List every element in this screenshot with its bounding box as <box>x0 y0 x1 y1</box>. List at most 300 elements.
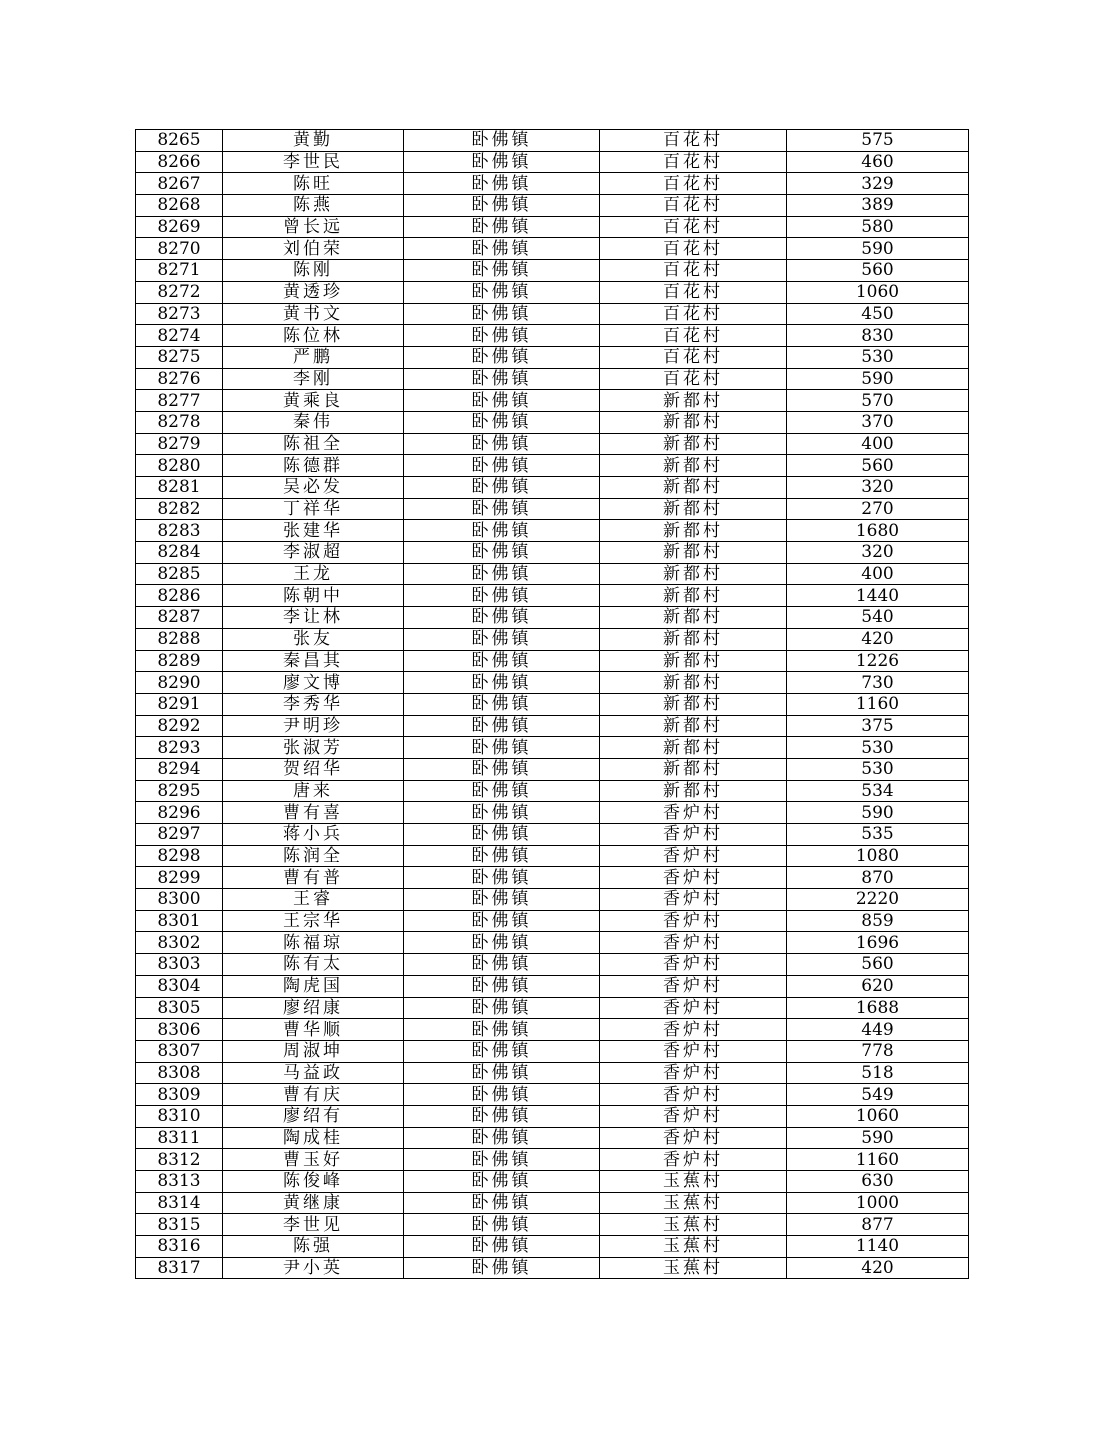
table-row <box>136 628 969 650</box>
cell-name: 陈强 <box>223 1236 404 1258</box>
cell-name: 贺绍华 <box>223 758 404 780</box>
cell-town: 卧佛镇 <box>404 975 600 997</box>
table-row <box>136 607 969 629</box>
cell-town: 卧佛镇 <box>404 824 600 846</box>
cell-name: 廖绍康 <box>223 997 404 1019</box>
cell-village: 香炉村 <box>600 1127 787 1149</box>
cell-amount: 1680 <box>787 520 969 542</box>
cell-id: 8270 <box>136 238 223 260</box>
cell-village: 新都村 <box>600 455 787 477</box>
cell-id: 8273 <box>136 303 223 325</box>
cell-amount: 449 <box>787 1019 969 1041</box>
cell-amount: 420 <box>787 628 969 650</box>
cell-town: 卧佛镇 <box>404 498 600 520</box>
cell-village: 玉蕉村 <box>600 1214 787 1236</box>
table-row <box>136 216 969 238</box>
cell-town: 卧佛镇 <box>404 346 600 368</box>
table-row <box>136 1236 969 1258</box>
cell-id: 8307 <box>136 1040 223 1062</box>
table-row <box>136 520 969 542</box>
cell-name: 陶成桂 <box>223 1127 404 1149</box>
cell-name: 李让林 <box>223 607 404 629</box>
cell-village: 新都村 <box>600 477 787 499</box>
cell-town: 卧佛镇 <box>404 607 600 629</box>
cell-name: 廖文博 <box>223 672 404 694</box>
cell-village: 新都村 <box>600 390 787 412</box>
cell-amount: 530 <box>787 346 969 368</box>
table-row <box>136 260 969 282</box>
cell-village: 新都村 <box>600 433 787 455</box>
cell-amount: 590 <box>787 1127 969 1149</box>
cell-village: 玉蕉村 <box>600 1236 787 1258</box>
cell-name: 黄透珍 <box>223 281 404 303</box>
cell-id: 8284 <box>136 542 223 564</box>
cell-amount: 530 <box>787 737 969 759</box>
cell-village: 新都村 <box>600 607 787 629</box>
cell-id: 8275 <box>136 346 223 368</box>
cell-name: 陈位林 <box>223 325 404 347</box>
cell-name: 张建华 <box>223 520 404 542</box>
cell-town: 卧佛镇 <box>404 1019 600 1041</box>
cell-town: 卧佛镇 <box>404 1127 600 1149</box>
cell-town: 卧佛镇 <box>404 1171 600 1193</box>
cell-amount: 389 <box>787 195 969 217</box>
cell-amount: 549 <box>787 1084 969 1106</box>
cell-id: 8274 <box>136 325 223 347</box>
table-body <box>136 130 969 1279</box>
cell-town: 卧佛镇 <box>404 216 600 238</box>
cell-town: 卧佛镇 <box>404 802 600 824</box>
cell-village: 百花村 <box>600 151 787 173</box>
cell-village: 香炉村 <box>600 1062 787 1084</box>
cell-amount: 370 <box>787 411 969 433</box>
cell-name: 唐来 <box>223 780 404 802</box>
table-row <box>136 195 969 217</box>
cell-village: 新都村 <box>600 542 787 564</box>
cell-amount: 320 <box>787 542 969 564</box>
table-row <box>136 477 969 499</box>
cell-town: 卧佛镇 <box>404 758 600 780</box>
cell-name: 周淑坤 <box>223 1040 404 1062</box>
table-row <box>136 672 969 694</box>
table-row <box>136 390 969 412</box>
cell-id: 8293 <box>136 737 223 759</box>
cell-town: 卧佛镇 <box>404 390 600 412</box>
table-row <box>136 1171 969 1193</box>
cell-village: 百花村 <box>600 260 787 282</box>
cell-town: 卧佛镇 <box>404 889 600 911</box>
cell-village: 新都村 <box>600 628 787 650</box>
table-row <box>136 1062 969 1084</box>
cell-name: 秦昌其 <box>223 650 404 672</box>
cell-village: 香炉村 <box>600 1040 787 1062</box>
cell-id: 8296 <box>136 802 223 824</box>
cell-amount: 420 <box>787 1257 969 1279</box>
cell-town: 卧佛镇 <box>404 780 600 802</box>
cell-town: 卧佛镇 <box>404 737 600 759</box>
cell-village: 新都村 <box>600 585 787 607</box>
cell-village: 香炉村 <box>600 845 787 867</box>
table-row <box>136 737 969 759</box>
cell-amount: 1696 <box>787 932 969 954</box>
cell-name: 吴必发 <box>223 477 404 499</box>
table-row <box>136 1040 969 1062</box>
cell-amount: 877 <box>787 1214 969 1236</box>
cell-name: 陈有太 <box>223 954 404 976</box>
table-row <box>136 954 969 976</box>
cell-town: 卧佛镇 <box>404 281 600 303</box>
cell-village: 新都村 <box>600 693 787 715</box>
table-row <box>136 433 969 455</box>
cell-id: 8311 <box>136 1127 223 1149</box>
cell-name: 陈燕 <box>223 195 404 217</box>
table-row <box>136 975 969 997</box>
cell-village: 香炉村 <box>600 997 787 1019</box>
cell-amount: 530 <box>787 758 969 780</box>
table-row <box>136 889 969 911</box>
cell-name: 秦伟 <box>223 411 404 433</box>
cell-id: 8267 <box>136 173 223 195</box>
cell-town: 卧佛镇 <box>404 1040 600 1062</box>
cell-town: 卧佛镇 <box>404 1084 600 1106</box>
table-row <box>136 563 969 585</box>
cell-village: 玉蕉村 <box>600 1171 787 1193</box>
cell-id: 8279 <box>136 433 223 455</box>
cell-id: 8278 <box>136 411 223 433</box>
cell-amount: 1080 <box>787 845 969 867</box>
table-row <box>136 845 969 867</box>
cell-id: 8298 <box>136 845 223 867</box>
cell-town: 卧佛镇 <box>404 173 600 195</box>
cell-name: 陶虎国 <box>223 975 404 997</box>
cell-town: 卧佛镇 <box>404 151 600 173</box>
cell-amount: 620 <box>787 975 969 997</box>
cell-id: 8310 <box>136 1105 223 1127</box>
cell-id: 8309 <box>136 1084 223 1106</box>
cell-id: 8272 <box>136 281 223 303</box>
cell-id: 8265 <box>136 130 223 152</box>
cell-id: 8285 <box>136 563 223 585</box>
table-row <box>136 498 969 520</box>
cell-town: 卧佛镇 <box>404 1105 600 1127</box>
cell-town: 卧佛镇 <box>404 477 600 499</box>
cell-amount: 778 <box>787 1040 969 1062</box>
table-row <box>136 130 969 152</box>
cell-village: 百花村 <box>600 195 787 217</box>
cell-id: 8271 <box>136 260 223 282</box>
cell-amount: 540 <box>787 607 969 629</box>
cell-amount: 560 <box>787 954 969 976</box>
cell-town: 卧佛镇 <box>404 520 600 542</box>
cell-town: 卧佛镇 <box>404 455 600 477</box>
cell-id: 8289 <box>136 650 223 672</box>
cell-name: 曹有庆 <box>223 1084 404 1106</box>
cell-amount: 590 <box>787 368 969 390</box>
cell-name: 王龙 <box>223 563 404 585</box>
cell-village: 百花村 <box>600 303 787 325</box>
cell-id: 8268 <box>136 195 223 217</box>
cell-name: 陈刚 <box>223 260 404 282</box>
cell-id: 8308 <box>136 1062 223 1084</box>
cell-town: 卧佛镇 <box>404 997 600 1019</box>
cell-village: 香炉村 <box>600 824 787 846</box>
cell-town: 卧佛镇 <box>404 542 600 564</box>
cell-name: 李世民 <box>223 151 404 173</box>
cell-name: 陈俊峰 <box>223 1171 404 1193</box>
cell-town: 卧佛镇 <box>404 650 600 672</box>
cell-id: 8303 <box>136 954 223 976</box>
cell-town: 卧佛镇 <box>404 932 600 954</box>
cell-amount: 2220 <box>787 889 969 911</box>
cell-town: 卧佛镇 <box>404 585 600 607</box>
cell-village: 香炉村 <box>600 889 787 911</box>
cell-id: 8294 <box>136 758 223 780</box>
cell-town: 卧佛镇 <box>404 1236 600 1258</box>
cell-village: 百花村 <box>600 130 787 152</box>
cell-amount: 460 <box>787 151 969 173</box>
cell-id: 8313 <box>136 1171 223 1193</box>
cell-village: 香炉村 <box>600 1149 787 1171</box>
cell-town: 卧佛镇 <box>404 954 600 976</box>
table-row <box>136 1149 969 1171</box>
cell-id: 8297 <box>136 824 223 846</box>
cell-town: 卧佛镇 <box>404 303 600 325</box>
cell-name: 黄继康 <box>223 1192 404 1214</box>
table-row <box>136 1019 969 1041</box>
cell-id: 8316 <box>136 1236 223 1258</box>
cell-id: 8315 <box>136 1214 223 1236</box>
cell-id: 8276 <box>136 368 223 390</box>
table-row <box>136 758 969 780</box>
cell-name: 陈旺 <box>223 173 404 195</box>
cell-amount: 1226 <box>787 650 969 672</box>
cell-amount: 1160 <box>787 693 969 715</box>
cell-village: 新都村 <box>600 563 787 585</box>
cell-village: 新都村 <box>600 737 787 759</box>
cell-id: 8314 <box>136 1192 223 1214</box>
cell-name: 尹小英 <box>223 1257 404 1279</box>
table-row <box>136 802 969 824</box>
cell-town: 卧佛镇 <box>404 411 600 433</box>
cell-town: 卧佛镇 <box>404 672 600 694</box>
cell-amount: 590 <box>787 802 969 824</box>
cell-village: 玉蕉村 <box>600 1257 787 1279</box>
cell-village: 香炉村 <box>600 1019 787 1041</box>
cell-amount: 270 <box>787 498 969 520</box>
cell-id: 8282 <box>136 498 223 520</box>
cell-id: 8304 <box>136 975 223 997</box>
table-row <box>136 824 969 846</box>
cell-name: 李秀华 <box>223 693 404 715</box>
table-row <box>136 542 969 564</box>
cell-village: 香炉村 <box>600 802 787 824</box>
cell-village: 百花村 <box>600 325 787 347</box>
cell-amount: 1140 <box>787 1236 969 1258</box>
cell-name: 张淑芳 <box>223 737 404 759</box>
cell-amount: 570 <box>787 390 969 412</box>
cell-id: 8269 <box>136 216 223 238</box>
cell-name: 丁祥华 <box>223 498 404 520</box>
cell-id: 8295 <box>136 780 223 802</box>
cell-village: 百花村 <box>600 173 787 195</box>
cell-amount: 400 <box>787 433 969 455</box>
table-row <box>136 715 969 737</box>
cell-village: 新都村 <box>600 650 787 672</box>
cell-town: 卧佛镇 <box>404 563 600 585</box>
cell-village: 百花村 <box>600 216 787 238</box>
cell-id: 8312 <box>136 1149 223 1171</box>
cell-amount: 329 <box>787 173 969 195</box>
cell-town: 卧佛镇 <box>404 260 600 282</box>
cell-name: 马益政 <box>223 1062 404 1084</box>
cell-name: 蒋小兵 <box>223 824 404 846</box>
cell-name: 刘伯荣 <box>223 238 404 260</box>
table-row <box>136 411 969 433</box>
cell-town: 卧佛镇 <box>404 238 600 260</box>
cell-village: 新都村 <box>600 672 787 694</box>
cell-name: 王睿 <box>223 889 404 911</box>
cell-amount: 1060 <box>787 1105 969 1127</box>
cell-town: 卧佛镇 <box>404 693 600 715</box>
table-row <box>136 1214 969 1236</box>
cell-amount: 320 <box>787 477 969 499</box>
cell-id: 8300 <box>136 889 223 911</box>
cell-name: 陈润全 <box>223 845 404 867</box>
table-row <box>136 932 969 954</box>
cell-village: 香炉村 <box>600 1105 787 1127</box>
cell-name: 陈德群 <box>223 455 404 477</box>
cell-name: 王宗华 <box>223 910 404 932</box>
table-row <box>136 368 969 390</box>
cell-amount: 535 <box>787 824 969 846</box>
cell-id: 8280 <box>136 455 223 477</box>
cell-town: 卧佛镇 <box>404 130 600 152</box>
cell-village: 新都村 <box>600 520 787 542</box>
cell-id: 8286 <box>136 585 223 607</box>
cell-village: 香炉村 <box>600 867 787 889</box>
table-row <box>136 151 969 173</box>
cell-id: 8301 <box>136 910 223 932</box>
cell-id: 8317 <box>136 1257 223 1279</box>
table-row <box>136 1192 969 1214</box>
cell-id: 8277 <box>136 390 223 412</box>
cell-village: 香炉村 <box>600 1084 787 1106</box>
cell-village: 香炉村 <box>600 910 787 932</box>
cell-village: 玉蕉村 <box>600 1192 787 1214</box>
cell-village: 百花村 <box>600 346 787 368</box>
cell-name: 曹有普 <box>223 867 404 889</box>
cell-amount: 830 <box>787 325 969 347</box>
cell-village: 新都村 <box>600 715 787 737</box>
table-row <box>136 325 969 347</box>
cell-village: 香炉村 <box>600 954 787 976</box>
cell-town: 卧佛镇 <box>404 715 600 737</box>
cell-id: 8281 <box>136 477 223 499</box>
table-row <box>136 650 969 672</box>
cell-town: 卧佛镇 <box>404 368 600 390</box>
cell-name: 李淑超 <box>223 542 404 564</box>
table-row <box>136 997 969 1019</box>
cell-name: 黄乘良 <box>223 390 404 412</box>
cell-village: 百花村 <box>600 238 787 260</box>
cell-town: 卧佛镇 <box>404 433 600 455</box>
table-row <box>136 1084 969 1106</box>
cell-amount: 870 <box>787 867 969 889</box>
data-table <box>135 129 969 1279</box>
table-row <box>136 910 969 932</box>
table-row <box>136 693 969 715</box>
cell-amount: 580 <box>787 216 969 238</box>
cell-id: 8299 <box>136 867 223 889</box>
cell-id: 8266 <box>136 151 223 173</box>
cell-name: 曹玉好 <box>223 1149 404 1171</box>
cell-amount: 575 <box>787 130 969 152</box>
cell-town: 卧佛镇 <box>404 1257 600 1279</box>
table-row <box>136 455 969 477</box>
cell-amount: 518 <box>787 1062 969 1084</box>
cell-village: 新都村 <box>600 498 787 520</box>
cell-town: 卧佛镇 <box>404 195 600 217</box>
cell-amount: 590 <box>787 238 969 260</box>
cell-id: 8305 <box>136 997 223 1019</box>
cell-name: 尹明珍 <box>223 715 404 737</box>
cell-name: 李刚 <box>223 368 404 390</box>
cell-id: 8302 <box>136 932 223 954</box>
table-row <box>136 1127 969 1149</box>
cell-name: 李世见 <box>223 1214 404 1236</box>
cell-name: 陈朝中 <box>223 585 404 607</box>
cell-town: 卧佛镇 <box>404 628 600 650</box>
cell-amount: 375 <box>787 715 969 737</box>
cell-amount: 1440 <box>787 585 969 607</box>
cell-town: 卧佛镇 <box>404 1062 600 1084</box>
cell-amount: 730 <box>787 672 969 694</box>
cell-amount: 560 <box>787 455 969 477</box>
table-row <box>136 303 969 325</box>
table-row <box>136 780 969 802</box>
cell-id: 8291 <box>136 693 223 715</box>
cell-town: 卧佛镇 <box>404 867 600 889</box>
cell-town: 卧佛镇 <box>404 1214 600 1236</box>
cell-amount: 1688 <box>787 997 969 1019</box>
table-row <box>136 585 969 607</box>
cell-amount: 534 <box>787 780 969 802</box>
cell-village: 新都村 <box>600 411 787 433</box>
cell-town: 卧佛镇 <box>404 1149 600 1171</box>
cell-name: 张友 <box>223 628 404 650</box>
table-row <box>136 867 969 889</box>
cell-name: 严鹏 <box>223 346 404 368</box>
cell-id: 8288 <box>136 628 223 650</box>
table-row <box>136 281 969 303</box>
cell-amount: 450 <box>787 303 969 325</box>
table-row <box>136 1257 969 1279</box>
cell-name: 陈福琼 <box>223 932 404 954</box>
cell-id: 8290 <box>136 672 223 694</box>
cell-name: 陈祖全 <box>223 433 404 455</box>
cell-amount: 1000 <box>787 1192 969 1214</box>
table-row <box>136 238 969 260</box>
cell-village: 香炉村 <box>600 975 787 997</box>
cell-amount: 1060 <box>787 281 969 303</box>
cell-name: 廖绍有 <box>223 1105 404 1127</box>
cell-id: 8287 <box>136 607 223 629</box>
cell-id: 8306 <box>136 1019 223 1041</box>
cell-name: 曾长远 <box>223 216 404 238</box>
cell-town: 卧佛镇 <box>404 1192 600 1214</box>
cell-village: 百花村 <box>600 368 787 390</box>
cell-name: 曹有喜 <box>223 802 404 824</box>
